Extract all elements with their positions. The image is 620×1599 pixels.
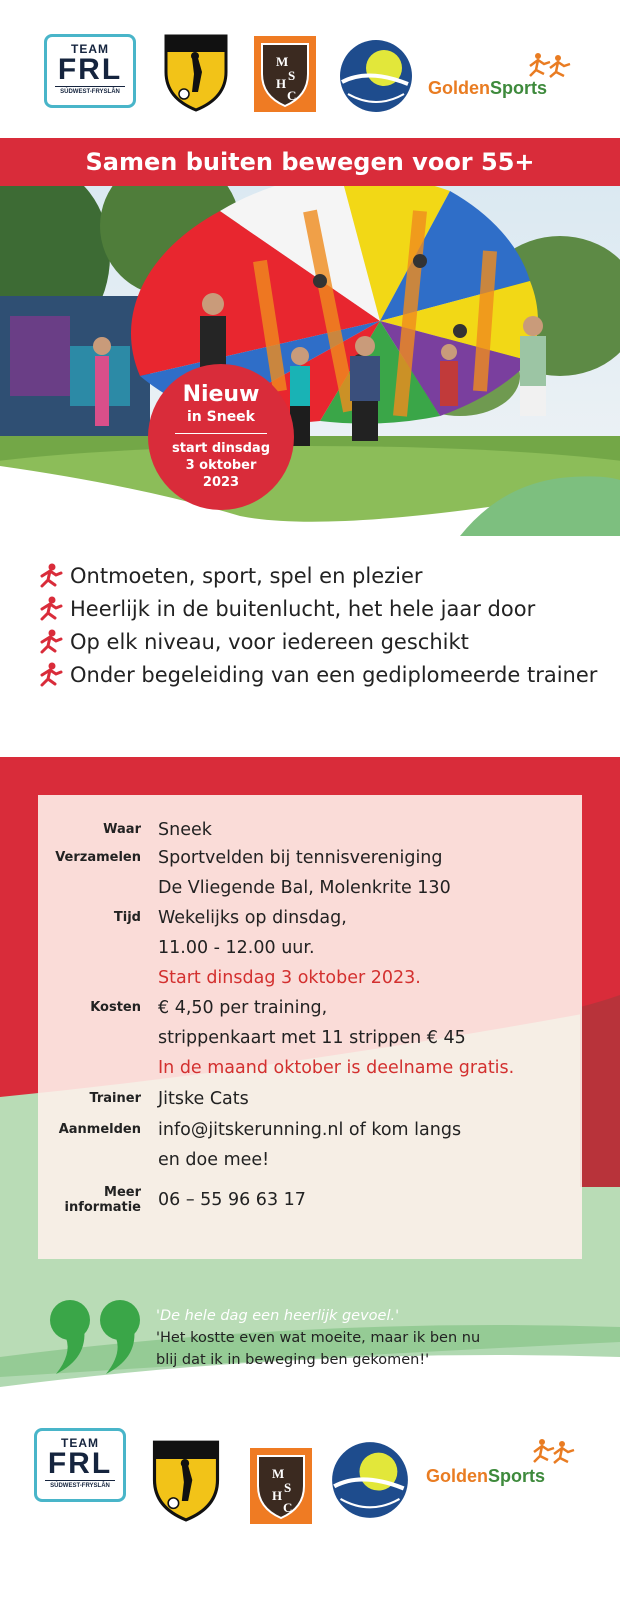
svg-text:M: M	[276, 54, 289, 69]
quote-1: 'De hele dag een heerlijk gevoel.'	[156, 1308, 400, 1324]
svg-text:H: H	[276, 76, 287, 91]
golden-sports-logo: GoldenSports	[426, 1438, 586, 1498]
quote-mark-icon	[48, 1298, 146, 1376]
feature-list	[36, 560, 606, 692]
new-badge: Nieuw in Sneek start dinsdag 3 oktober 2023	[148, 364, 294, 510]
de-vliegende-bal-logo	[330, 1440, 410, 1520]
svg-text:H: H	[272, 1488, 283, 1503]
badge-divider	[175, 433, 267, 434]
quote-2-line-2: blij dat ik in beweging ben gekomen!'	[156, 1352, 430, 1368]
runner-icon	[36, 659, 64, 689]
page-title: Samen buiten bewegen voor 55+	[0, 138, 620, 186]
mshc-logo	[254, 36, 316, 112]
info-box: Waar Sneek Verzamelen Sportvelden bij tennisvereniging De Vliegende Bal, Molenkrite 130 Tijd Wekelijks op dinsdag, 11.00 - 12.00 uur. Start dinsdag 3 oktober 2023. Kosten € 4,50 per training, strippenkaart met 11 strippen € 45 In de maand oktober is deelname gratis. Trainer Jitske Cats Aanmelden info@jitskerunning.nl of kom langs en doe mee! Meer informatie 06 – 55 96 63 17	[38, 795, 582, 1259]
runner-icon	[36, 626, 64, 656]
list-item: Ontmoeten, sport, spel en plezier	[36, 560, 606, 593]
runner-icon	[36, 593, 64, 623]
svg-text:S: S	[284, 1480, 292, 1495]
svg-text:C: C	[283, 1500, 293, 1515]
parachute-game-photo	[0, 186, 620, 536]
runner-icon	[36, 560, 64, 590]
mshc-logo	[250, 1448, 312, 1524]
quote-3: 'Gezellig om met een groep te sporten.'	[156, 1374, 446, 1390]
quote-2-line-1: 'Het kostte even wat moeite, maar ik ben nu	[156, 1330, 481, 1346]
bottom-logo-strip	[0, 1428, 620, 1568]
svg-text:S: S	[288, 68, 296, 83]
runners-icon	[530, 1438, 576, 1464]
vv-sneek-logo	[162, 32, 230, 112]
vv-sneek-logo	[150, 1438, 222, 1522]
list-item: Op elk niveau, voor iedereen geschikt	[36, 626, 606, 659]
testimonials	[156, 1305, 596, 1393]
top-logo-strip	[0, 20, 620, 140]
list-item: Heerlijk in de buitenlucht, het hele jaar door	[36, 593, 606, 626]
svg-text:C: C	[287, 88, 297, 103]
team-frl-logo: TEAM FRL SÚDWEST-FRYSLÂN	[34, 1428, 126, 1502]
golden-sports-logo: GoldenSports	[428, 52, 588, 108]
svg-text:M: M	[272, 1466, 285, 1481]
hero-photo	[0, 186, 620, 536]
list-item: Onder begeleiding van een gediplomeerde trainer	[36, 659, 606, 692]
team-frl-logo: TEAM FRL SÚDWEST-FRYSLÂN	[44, 34, 136, 108]
runners-icon	[526, 52, 572, 78]
de-vliegende-bal-logo	[338, 38, 414, 114]
